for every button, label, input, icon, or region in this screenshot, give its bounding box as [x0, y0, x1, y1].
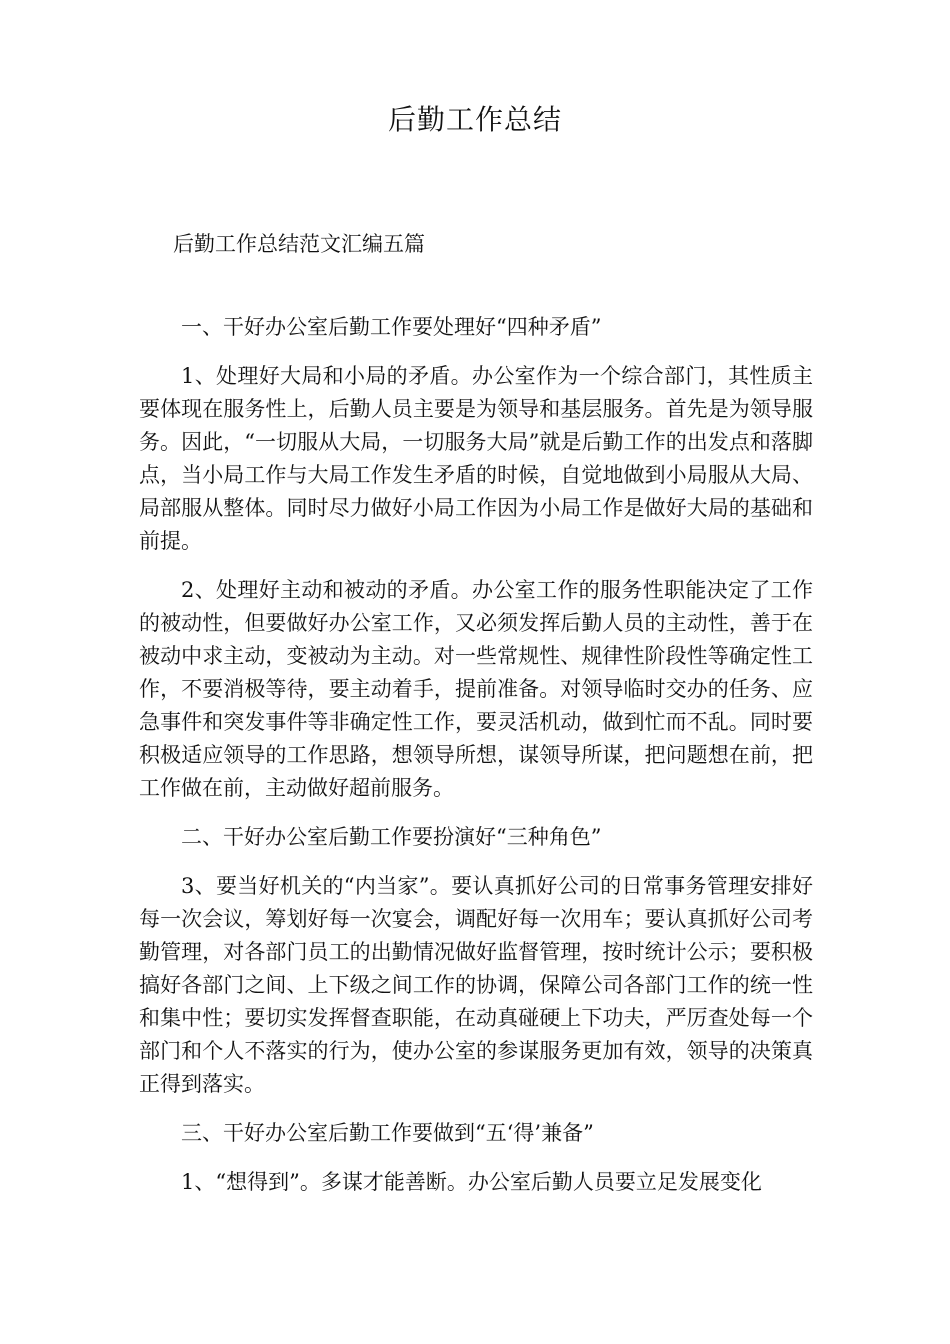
- section-heading-2: 二、干好办公室后勤工作要扮演好“三种角色”: [181, 825, 602, 849]
- section-heading-1: 一、干好办公室后勤工作要处理好“四种矛盾”: [181, 315, 602, 339]
- document-subtitle: 后勤工作总结范文汇编五篇: [173, 232, 425, 256]
- document-body: [139, 311, 813, 1215]
- section-heading-3: 三、干好办公室后勤工作要做到“五‘得’兼备”: [181, 1121, 594, 1145]
- paragraph-2: 2、处理好主动和被动的矛盾。办公室工作的服务性职能决定了工作的被动性，但要做好办公室工作，又必须发挥后勤人员的主动性，善于在被动中求主动，变被动为主动。对一些常规性、规律性阶段性等确定性工作，不要消极等待，要主动着手，提前准备。对领导临时交办的任务、应急事件和突发事件等非确定性工作，要灵活机动，做到忙而不乱。同时要积极适应领导的工作思路，想领导所想，谋领导所谋，把问题想在前，把工作做在前，主动做好超前服务。: [139, 578, 813, 800]
- paragraph-1: 1、处理好大局和小局的矛盾。办公室作为一个综合部门，其性质主要体现在服务性上，后勤人员主要是为领导和基层服务。首先是为领导服务。因此，“一切服从大局，一切服务大局”就是后勤工作的出发点和落脚点，当小局工作与大局工作发生矛盾的时候，自觉地做到小局服从大局、局部服从整体。同时尽力做好小局工作因为小局工作是做好大局的基础和前提。: [139, 364, 813, 553]
- paragraph-3: 3、要当好机关的“内当家”。要认真抓好公司的日常事务管理安排好每一次会议，筹划好每一次宴会，调配好每一次用车；要认真抓好公司考勤管理，对各部门员工的出勤情况做好监督管理，按时统计公示；要积极搞好各部门之间、上下级之间工作的协调，保障公司各部门工作的统一性和集中性；要切实发挥督查职能，在动真碰硬上下功夫，严厉查处每一个部门和个人不落实的行为，使办公室的参谋服务更加有效，领导的决策真正得到落实。: [139, 874, 813, 1096]
- document-title: 后勤工作总结: [387, 103, 562, 136]
- paragraph-4: 1、“想得到”。多谋才能善断。办公室后勤人员要立足发展变化: [181, 1170, 762, 1194]
